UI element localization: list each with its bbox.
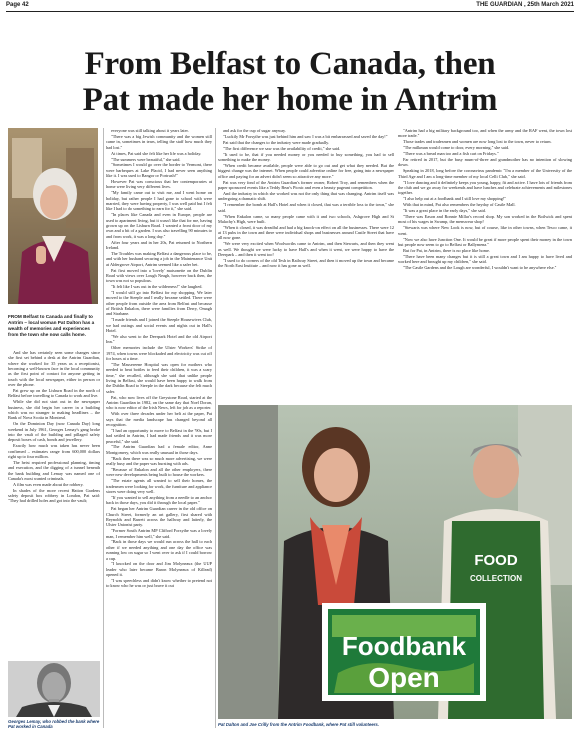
paragraph: "Former South Antrim MP Clifford Forsythe was a lovely man, I remember him well," she said. [106,528,212,539]
paragraph: "The summers were beautiful," she said. [111,156,181,162]
paragraph: "There have been many changes but it is still a great town and I am happy to have lived and worked here and brought up my children," she said. [398,253,572,265]
paragraph: Pat said that the changes to the industry were made gradually. [223,139,330,145]
article-column-3 [218,128,394,400]
paragraph: With over three decades under her belt at the paper, Pat says that the media landscape has changed beyond all recognition. [106,411,212,427]
caption-foodbank: Pat Dalton and Joe Crilly from the Antrim Foodbank, where Pat still volunteers. [218,722,380,727]
paragraph: Pat began her Antrim Guardian career in the old office on Church Street, formerly an art gallery, first shared with Reynolds and Barrett across the hallway and latterly, the Ulster Unionist party. [106,506,212,528]
article-column-1 [8,350,100,656]
paragraph: "I made friends and I joined the Steeple Housewives Club, we had outings and social events and nights out in Hall's Hotel. [106,317,212,334]
paragraph: "I was speechless and didn't know whether to pretend not to know who he was or just brave it out [106,578,212,589]
page-number: Page 42 [6,2,29,8]
headline-line-2: Pat made her home in Antrim [82,82,498,118]
paragraph: "The estate agents all wanted to sell their homes, the tradesmen were looking for work, the furniture and appliance stores were doing very well. [106,478,212,494]
paragraph: "The Castle Gardens and the Lough are wonderful, I wouldn't want to be anywhere else." [403,265,557,271]
paragraph: After four years and in her 20s, Pat returned to Northern Ireland. [106,239,212,250]
paragraph: And the industry in which she worked was not the only thing that was changing. Antrim itself was undergoing a dramatic shift. [218,190,394,202]
georges-lemay-photo [8,661,100,717]
header-rule [6,11,574,12]
paragraph: "In places like Canada and even in Europe, people are used to apartment living, but it wasn't like that for me, having grown up on the Lisburn Road. I wanted a front door of my own and a bit of a garden. I was also travelling 90 minutes to and from work, it was a long day." [106,212,212,239]
article-column-4 [398,128,572,400]
paragraph: "Stewarts was where New Look is now, but of course, like in other towns, when Tesco came, it went. [398,225,572,236]
caption-lemay: Georges Lemay, who robbed the bank where Pat worked in Canada [8,719,100,730]
article-column-2 [106,128,212,730]
paragraph: "There was Eason and Ronnie Millar's record shop. My son worked in the Boilwick and spent most of his wages in Swamp, the menswear shop! [398,214,572,225]
paragraph: "I also help out at a foodbank and I still love my shopping!" [403,196,507,202]
paragraph: "Back then there was so much more advertising, we were really busy and the paper was bursting with ads. [106,455,212,467]
paragraph: Those trades and tradesmen and women are now long lost to the town, never to return. [403,139,552,145]
paragraph: "We also went to the Deerpark Hotel and the old Airport Inn." [106,334,212,345]
headline-line-1: From Belfast to Canada, then [84,46,496,82]
sign-text-foodbank: Foodbank [341,631,467,661]
paragraph: "It was a great place in the early days," she said. [403,208,486,214]
paragraph: With that in mind, Pat also remembers the heyday of Castle Mall. [403,202,516,208]
paragraph: Pat, who now lives off the Greystone Road, started at the Antrim Guardian in 1982, on the same day that Noel Doran, who is now editor of the Irish News, left for job as a reporter. [106,394,212,411]
paragraph: "Back in those days we would run across the hall to each other if we needed anything and one day the office was running low on sugar so I went over to ask if I could borrow a cup. [106,539,212,561]
apron-text-collection: COLLECTION [470,574,522,583]
paragraph: However Pat was conscious that her contemporaries at home were living very different lives. [106,179,212,190]
paragraph: Pat first moved into a 'lovely' maisonette on the Dublin Road with views over Lough Neagh, however back then, the town was not so populous. [106,267,212,284]
paragraph: And she has certainly seen some changes since she first set behind a desk at the Antrim Guardian, where she worked for 35 years as a receptionist, becoming a well-known face in the local community as the first point of contact for anyone getting in touch with the local newspaper, either in person or over the phone. [8,350,100,388]
paragraph: and ask for the cup of sugar anyway. [223,128,286,133]
paragraph: "Luckily Mr Forsythe was just behind him and saw I was a bit embarrassed and saved the day!" [223,133,388,139]
paragraph: "I used to do corners of the old Tesh in Railway Street, and then it moved up the town and became the North East Institute – and now it has gone as well. [218,258,394,269]
paragraph: "My family came out to visit me, and I went home on holiday, but rather people I had gone to school with were married, they were having property, I was well paid but I felt like I had to do something to earn for it," she said. [106,190,212,212]
page-header [6,2,574,11]
column-divider [215,128,216,728]
paragraph: "There was a bread man too and a fish cart on Fridays." [403,151,499,157]
pat-portrait-photo [8,128,98,304]
column-divider [103,128,104,728]
paragraph: Speaking in 2018, long before the coronavirus pandemic "I'm a member of the University of the Third Age and I am a long-time member of my local Celli Club," she said. [398,168,572,179]
intro-paragraph: FROM Belfast to Canada and finally to Antrim – local woman Pat Dalton has a wealth of memories and experiences from the town she now calls home. [8,314,95,337]
paragraph: "I love dancing and it definitely keeps you young, happy, fit and active. I have lots of friends from the club and we go away for weekends and have lunches and celebrate achievements and milestones together. [398,179,572,196]
paragraph: "The Massereene Hospital was open for mothers who needed to heat bottles to feed their children, it was a scary time," she recalled, although she said that unlike people living in Belfast, she would have been happy to walk from the Dublin Road to Steeple in the dark because she felt much safer. [106,361,212,394]
paragraph: A film was even made about the robbery. [13,481,84,487]
paragraph: "There was a big Jewish community and the women still came in, sometimes in tears, telling the staff how much they had lost." [106,133,212,150]
paragraph: "The Antrim Guardian had a female editor, Anne Montgomery, which was really unusual in those days. [106,444,212,455]
paragraph: "The milkman would come to door, every morning," she said. [403,145,510,151]
paragraph: The Troubles was making Belfast a dangerous place to be, and with her husband securing a job in the Maintenance Unit at Aldergrove Airport, Antrim seemed like a safer bet. [106,250,212,267]
paragraph: While she did not start out in the newspaper business, she did begin her career in a building which was no stranger to making headlines – the Bank of Nova Scotia in Montreal. [8,399,100,421]
paragraph: "It felt like I was out in the wilderness!" she laughed. [111,284,203,290]
foodbank-photo [218,405,572,719]
paragraph: "Now we also have Junction One. It would be great if more people spent their money in the town but people now seem to go to Belfast or Ballymena." [398,236,572,247]
apron-text-food: FOOD [474,552,518,569]
paragraph: "I would still go into Belfast for my shopping. We later moved to the Steeple and I really became settled. There were other people from outside the area from Belfast and because of British Enkalon, there were families from Derry, Omagh and Strabane. [106,290,212,317]
headline [6,46,574,118]
paper-date: THE GUARDIAN , 25th March 2021 [476,2,574,8]
paragraph: Pat grew up on the Lisburn Road in the north of Belfast before travelling to Canada to work and live. [8,388,100,399]
paragraph: everyone was still talking about it years later. [111,128,189,133]
paragraph: "Antrim had a big military background too, and when the army and the RAF went, the town lost more trade." [398,128,572,139]
paragraph: In shades of the more recent Hatton Gardens safety deposit box robbery in London, Pat said: "They had drilled holes and got into the vault; [8,487,100,504]
paragraph: "If you wanted to sell anything from a needle to an anchor back in those days, you did it through the local paper." [106,494,212,506]
paragraph: But for Pat, in Antrim, there is no place like home. [403,247,490,253]
paragraph: At times, Pat said she felt like her life was a holiday. [111,150,202,156]
paragraph: The heist required professional planning, timing and execution, and the digging of a tunnel beneath the bank building and Lemay was named one of Canada's most wanted criminals. [8,459,100,481]
paragraph: Exactly how much was taken has never been confirmed – estimates range from 600,000 dollars right up to four million. [8,443,100,459]
sign-text-open: Open [368,662,440,693]
paragraph: "I knocked on the door and Jim Molyneaux (the UUP leader who later became Baron Molyneaux of Killead) opened it. [106,561,212,578]
paragraph: "I remember the bomb at Hall's Hotel and when it closed, that was a terrible loss to the town," she said. [218,202,394,213]
paragraph: Far retired in 2017, but the busy mum-of-three and grandmother has no intention of slowing down. [398,157,572,168]
paragraph: "When Enkalon came, so many people came with it and two schools, Ashgrove High and St Malachy's High, were built. [218,213,394,224]
paragraph: "When credit became available, people were able to go out and get what they needed. But the biggest change was the internet. When people could advertise online for free, going into a newspaper office and paying for an advert didn't seem so attractive any more." [218,163,394,179]
paragraph: "We were very excited when Woolworths came to Antrim, and then Stewarts, and then they went as well. We thought we were lucky to have Hall's and when it went, we were happy to have the Deerpark – and then it went too! [218,241,394,258]
paragraph: "It used to be, that if you needed money or you needed to buy something, you had to sell something to make the money. [218,151,394,163]
paragraph: "Sometimes I would go over the border to Vermont, there were barbeques at Lake Placid, I had never seen anything like it. I was used to Bangor or Portrush!" [106,162,212,179]
paragraph: "Because of Enkalon and all the other employers, there were new developments being built to house the workers. [106,467,212,478]
paragraph: "The first difference we saw was the availability of credit," she said. [223,145,341,151]
paragraph: "When it closed, it was dreadful and had a big knock-on effect on all the businesses. There were 12 at 13 pubs in the town and there were individual shops and businesses around Castle Street that have all now gone. [218,224,394,241]
paragraph: Other memories include the Ulster Workers' Strike of 1974, when towns were blockaded and electricity was cut off for hours at a time. [106,345,212,361]
paragraph: On the Dominion Day (now Canada Day) long weekend in July 1961, Georges Lemay's gang broke into the vault of the building and pillaged safety deposit boxes of cash, bonds and jewellery. [8,421,100,443]
paragraph: Pat was very fond of the Antrim Guardian's former owner, Robert Troy, and remembers when the paper sponsored events like a Teddy Bear's Picnic and even a beauty pageant competition. [218,179,394,190]
paragraph: "I had an opportunity to move to Belfast in the '90s, but I had settled in Antrim, I had made friends and it was more peaceful," she said. [106,427,212,444]
